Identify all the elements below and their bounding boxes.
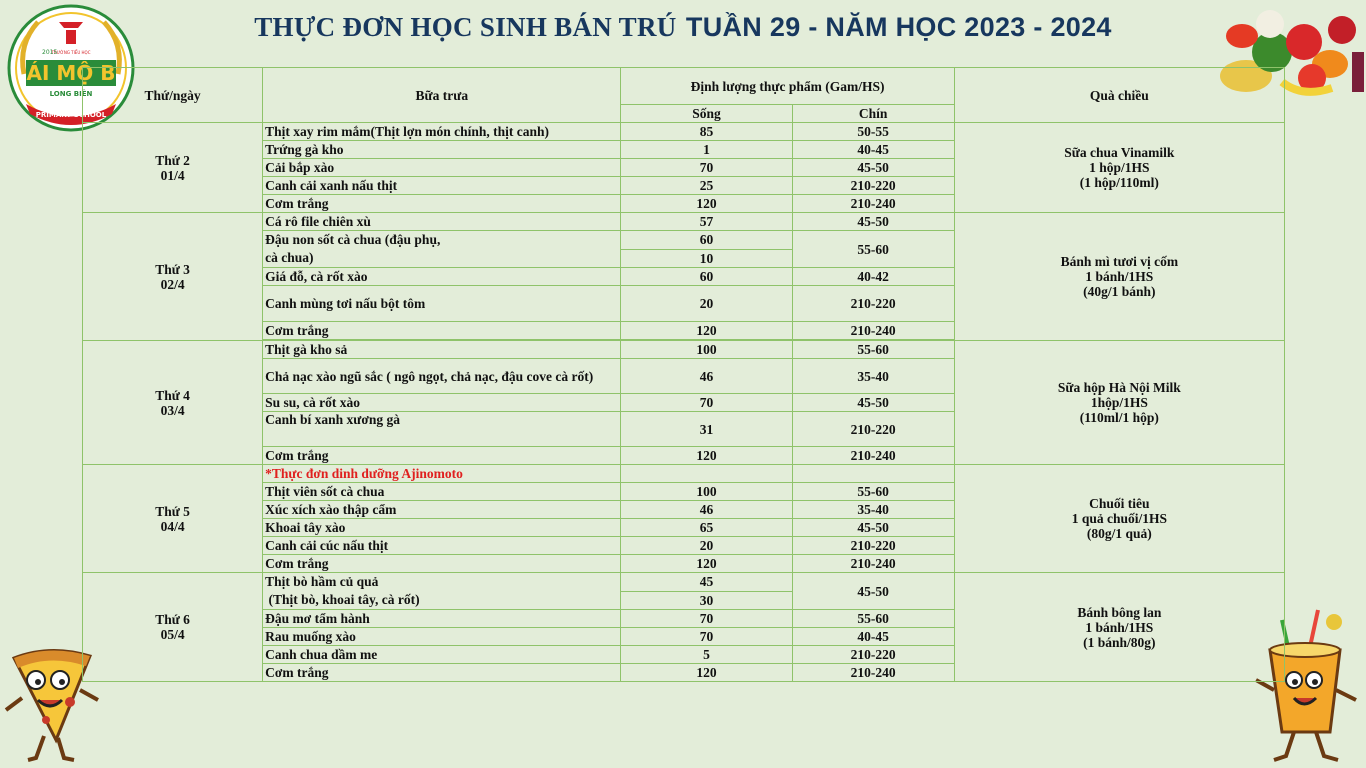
cooked-cell: 210-240 — [792, 447, 954, 465]
cooked-cell: 40-45 — [792, 628, 954, 646]
dish-cell: Đậu non sốt cà chua (đậu phụ, cà chua) — [263, 231, 621, 268]
cooked-cell: 40-45 — [792, 141, 954, 159]
dish-cell: Thịt xay rim mắm(Thịt lợn món chính, thịt canh) — [263, 123, 621, 141]
title-part2: TUẦN 29 - NĂM HỌC 2023 - 2024 — [685, 12, 1112, 42]
dish-cell: Thịt bò hầm củ quả (Thịt bò, khoai tây, cà rốt) — [263, 573, 621, 610]
cooked-cell: 40-42 — [792, 268, 954, 286]
dish-cell: Canh cải xanh nấu thịt — [263, 177, 621, 195]
header-snack: Quà chiều — [954, 68, 1284, 123]
cooked-cell: 45-50 — [792, 213, 954, 231]
day-cell: Thứ 2 01/4 — [83, 123, 263, 213]
menu-table — [82, 67, 1285, 682]
dish-cell: Chả nạc xào ngũ sắc ( ngô ngọt, chả nạc, đậu cove cà rốt) — [263, 359, 621, 394]
dish-cell: Cơm trắng — [263, 664, 621, 682]
snack-cell: Sữa hộp Hà Nội Milk 1hộp/1HS (110ml/1 hộp) — [954, 341, 1284, 465]
raw-cell: 60 — [621, 231, 792, 250]
cooked-cell: 210-240 — [792, 555, 954, 573]
snack-cell: Chuối tiêu 1 quả chuối/1HS (80g/1 quả) — [954, 465, 1284, 573]
day-cell: Thứ 4 03/4 — [83, 341, 263, 465]
raw-cell: 70 — [621, 394, 792, 412]
day-cell: Thứ 6 05/4 — [83, 573, 263, 682]
raw-cell: 20 — [621, 286, 792, 322]
page-title — [0, 12, 1366, 43]
raw-cell: 46 — [621, 501, 792, 519]
dish-cell: Cơm trắng — [263, 555, 621, 573]
raw-cell: 10 — [621, 249, 792, 268]
cooked-cell: 45-50 — [792, 519, 954, 537]
dish-cell: Cải bắp xào — [263, 159, 621, 177]
dish-cell: Khoai tây xào — [263, 519, 621, 537]
table-row — [83, 213, 1285, 231]
title-part1: THỰC ĐƠN HỌC SINH BÁN TRÚ — [254, 12, 677, 42]
cooked-cell: 35-40 — [792, 501, 954, 519]
cooked-cell: 210-220 — [792, 537, 954, 555]
dish-cell: Thịt viên sốt cà chua — [263, 483, 621, 501]
raw-cell: 100 — [621, 483, 792, 501]
raw-cell: 120 — [621, 555, 792, 573]
dish-cell: Xúc xích xào thập cẩm — [263, 501, 621, 519]
cooked-cell: 210-220 — [792, 646, 954, 664]
raw-cell: 25 — [621, 177, 792, 195]
day-cell: Thứ 3 02/4 — [83, 213, 263, 341]
cooked-cell: 210-220 — [792, 286, 954, 322]
dish-cell: Đậu mơ tẩm hành — [263, 610, 621, 628]
svg-text:TRƯỜNG TIỂU HỌC: TRƯỜNG TIỂU HỌC — [51, 50, 91, 55]
header-day: Thứ/ngày — [83, 68, 263, 123]
raw-cell: 46 — [621, 359, 792, 394]
dish-cell: Trứng gà kho — [263, 141, 621, 159]
header-cooked: Chín — [792, 105, 954, 123]
cooked-cell: 45-50 — [792, 159, 954, 177]
raw-cell: 120 — [621, 322, 792, 340]
cooked-cell: 45-50 — [792, 394, 954, 412]
dish-cell: Canh mùng tơi nấu bột tôm — [263, 286, 621, 322]
logo-district: LONG BIÊN — [49, 90, 93, 98]
raw-cell: 31 — [621, 412, 792, 447]
cooked-cell: 55-60 — [792, 610, 954, 628]
dish-cell: Cơm trắng — [263, 447, 621, 465]
cooked-cell: 55-60 — [792, 231, 954, 268]
raw-cell: 70 — [621, 159, 792, 177]
logo-name: ÁI MỘ B — [26, 61, 116, 85]
cooked-cell: 35-40 — [792, 359, 954, 394]
snack-cell: Bánh bông lan 1 bánh/1HS (1 bánh/80g) — [954, 573, 1284, 682]
raw-cell: 120 — [621, 664, 792, 682]
ajinomoto-note: *Thực đơn dinh dưỡng Ajinomoto — [263, 465, 621, 483]
raw-cell: 100 — [621, 341, 792, 359]
table-row — [83, 341, 1285, 359]
table-row — [83, 123, 1285, 141]
dish-cell: Giá đỗ, cà rốt xào — [263, 268, 621, 286]
logo-school: PRIMARY SCHOOL — [35, 111, 107, 119]
day-cell: Thứ 5 04/4 — [83, 465, 263, 573]
table-row — [83, 465, 1285, 483]
cooked-cell: 50-55 — [792, 123, 954, 141]
dish-cell: Canh bí xanh xương gà — [263, 412, 621, 447]
raw-cell: 30 — [621, 591, 792, 610]
cooked-cell: 210-240 — [792, 664, 954, 682]
dish-cell: Cơm trắng — [263, 195, 621, 213]
header-quantity: Định lượng thực phẩm (Gam/HS) — [621, 68, 954, 105]
cooked-cell: 210-220 — [792, 177, 954, 195]
dish-cell: Canh chua dầm me — [263, 646, 621, 664]
dish-cell: Canh cải cúc nấu thịt — [263, 537, 621, 555]
cooked-cell: 55-60 — [792, 341, 954, 359]
raw-cell: 20 — [621, 537, 792, 555]
raw-cell: 120 — [621, 447, 792, 465]
dish-cell: Rau muống xào — [263, 628, 621, 646]
raw-cell: 1 — [621, 141, 792, 159]
snack-cell: Sữa chua Vinamilk 1 hộp/1HS (1 hộp/110ml) — [954, 123, 1284, 213]
dish-cell: Su su, cà rốt xào — [263, 394, 621, 412]
header-lunch: Bữa trưa — [263, 68, 621, 123]
header-row — [83, 68, 1285, 105]
raw-cell: 70 — [621, 610, 792, 628]
raw-cell: 85 — [621, 123, 792, 141]
cooked-cell: 55-60 — [792, 483, 954, 501]
dish-cell: Thịt gà kho sả — [263, 341, 621, 359]
raw-cell: 5 — [621, 646, 792, 664]
table-row — [83, 573, 1285, 592]
cooked-cell: 210-240 — [792, 322, 954, 340]
header-raw: Sống — [621, 105, 792, 123]
raw-cell: 70 — [621, 628, 792, 646]
raw-cell: 65 — [621, 519, 792, 537]
cooked-cell: 210-220 — [792, 412, 954, 447]
cooked-cell: 210-240 — [792, 195, 954, 213]
snack-cell: Bánh mì tươi vị cốm 1 bánh/1HS (40g/1 bánh) — [954, 213, 1284, 341]
logo-year: 2015 — [42, 49, 58, 56]
raw-cell: 120 — [621, 195, 792, 213]
raw-cell: 45 — [621, 573, 792, 592]
dish-cell: Cá rô file chiên xù — [263, 213, 621, 231]
cooked-cell: 45-50 — [792, 573, 954, 610]
dish-cell: Cơm trắng — [263, 322, 621, 340]
raw-cell: 60 — [621, 268, 792, 286]
raw-cell: 57 — [621, 213, 792, 231]
